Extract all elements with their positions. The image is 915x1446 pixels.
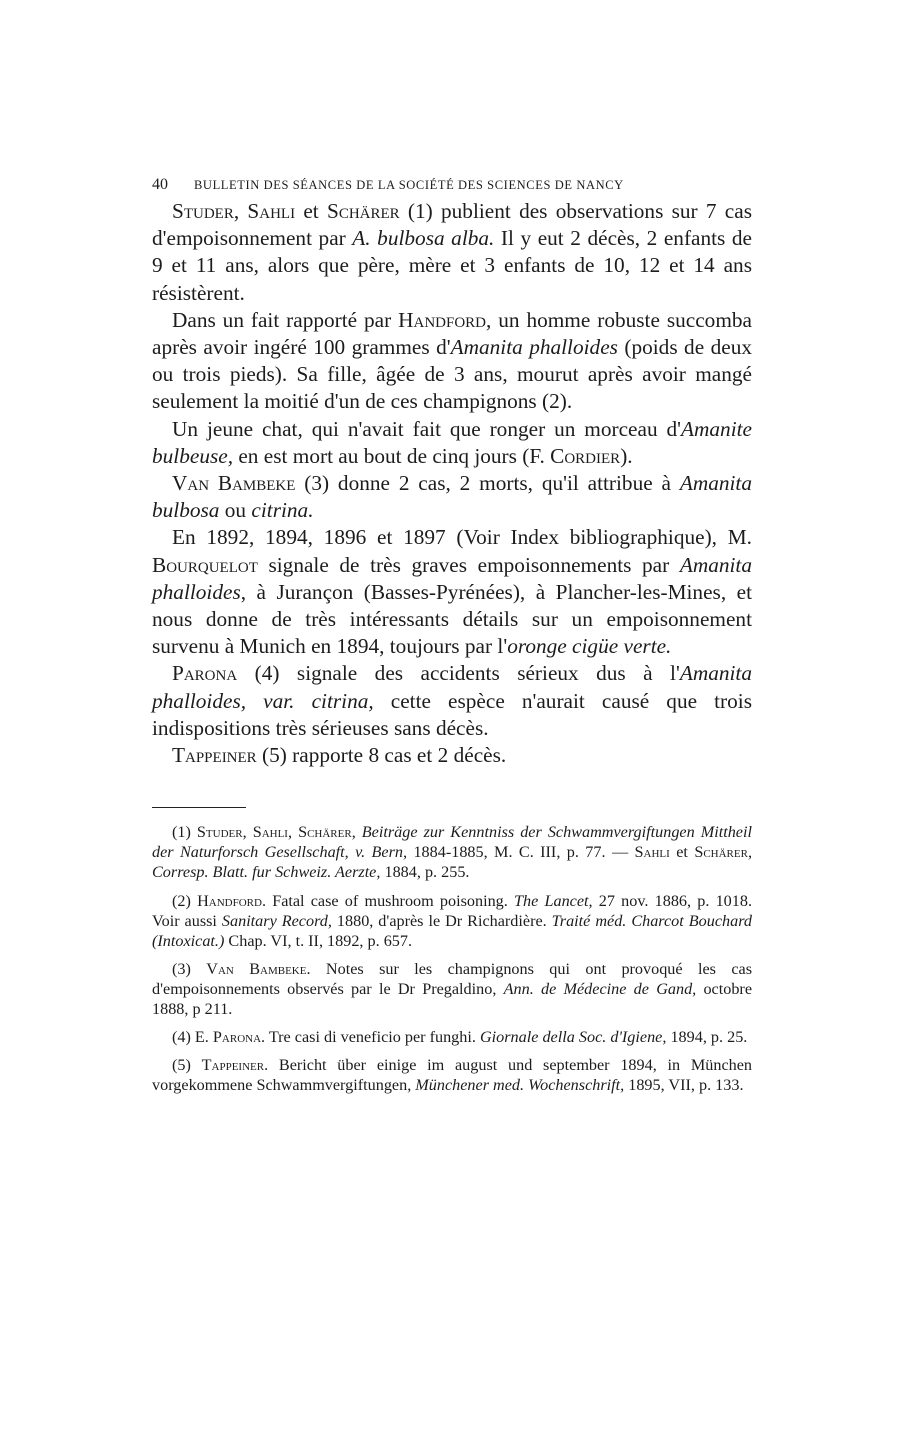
text-run: 1884-1885, M. C. III, p. 77. — bbox=[407, 843, 635, 862]
text-run: Dans un fait rapporté par bbox=[172, 307, 399, 332]
author-name: Studer bbox=[172, 199, 234, 223]
author-name: Schärer bbox=[694, 843, 748, 862]
italic-text: Amanita phalloides bbox=[450, 335, 618, 360]
italic-text: Münchener med. Wochenschrift, bbox=[415, 1076, 625, 1095]
text-run: Un jeune chat, qui n'avait fait que ronger un morceau d' bbox=[172, 416, 682, 441]
page-number: 40 bbox=[152, 176, 168, 193]
italic-text: Ann. de Médecine de Gand, bbox=[503, 979, 697, 998]
text-run: et bbox=[669, 843, 695, 862]
text-run: . Bericht über einige im august und september 1894, in München vorgekommene Schwammvergiftungen, bbox=[152, 1056, 753, 1095]
text-run: signale de très graves empoisonnements par bbox=[257, 552, 680, 577]
italic-text: A. bulbosa alba. bbox=[352, 226, 495, 251]
author-name: Handford bbox=[398, 307, 487, 332]
text-run: ou bbox=[219, 498, 252, 523]
body-paragraph bbox=[152, 416, 752, 470]
footnote bbox=[152, 1055, 752, 1095]
text-run: en est mort au bout de cinq jours (F. bbox=[233, 443, 551, 468]
body-text bbox=[152, 198, 752, 769]
text-run: . Notes sur les champignons qui ont provoqué les cas d'empoisonnements observés par le Dr Pregaldino, bbox=[152, 959, 753, 998]
text-run: , bbox=[242, 823, 253, 842]
italic-text: Giornale della Soc. d'Igiene, bbox=[479, 1028, 667, 1047]
italic-text: Sanitary Record, bbox=[221, 911, 332, 930]
author-name: Sahli bbox=[252, 823, 288, 842]
italic-text: Amanita phalloides, var. citrina, bbox=[152, 661, 752, 713]
italic-text: citrina. bbox=[251, 498, 314, 523]
page bbox=[152, 176, 752, 1103]
text-run: En 1892, 1894, 1896 et 1897 (Voir Index bibliographique), M. bbox=[172, 525, 752, 550]
text-run: Il y eut 2 décès, 2 enfants de 9 et 11 ans, alors que père, mère et 3 enfants de 10, 12 et 14 ans résistèrent. bbox=[152, 226, 752, 305]
author-name: Schärer bbox=[298, 823, 352, 842]
text-run: 1894, p. 25. bbox=[666, 1028, 748, 1047]
text-run: , bbox=[233, 199, 248, 223]
text-run: . Fatal case of mushroom poisoning. bbox=[261, 891, 515, 910]
text-run: (poids de deux ou trois pieds). Sa fille, âgée de 3 ans, mourut après avoir mangé seulement la moitié d'un de ces champignons (2). bbox=[152, 335, 752, 414]
footnotes bbox=[152, 822, 752, 1095]
author-name: Sahli bbox=[634, 843, 670, 862]
text-run: 1884, p. 255. bbox=[380, 863, 470, 882]
italic-text: Amanita bulbosa bbox=[152, 471, 752, 523]
text-run: (3) bbox=[172, 959, 207, 978]
italic-text: The Lancet, bbox=[514, 891, 593, 910]
author-name: Tappeiner bbox=[201, 1056, 265, 1075]
author-name: Schärer bbox=[326, 199, 400, 223]
footnote bbox=[152, 1027, 752, 1047]
italic-text: Corresp. Blatt. fur Schweiz. Aerzte, bbox=[152, 863, 381, 882]
text-run: , bbox=[287, 823, 299, 842]
body-paragraph bbox=[152, 470, 752, 524]
author-name: Parona bbox=[212, 1028, 262, 1047]
text-run: . Tre casi di veneficio per funghi. bbox=[261, 1028, 480, 1047]
italic-text: oronge cigüe verte. bbox=[507, 634, 672, 659]
footnote bbox=[152, 959, 752, 1019]
text-run: , à Jurançon (Basses-Pyrénées), à Plancher-les-Mines, et nous donne de très intéressants détails sur un empoisonnement survenu à Munich en 1894, toujours par l' bbox=[152, 579, 752, 659]
author-name: Tappeiner bbox=[172, 743, 257, 768]
footnote bbox=[152, 822, 752, 882]
author-name: Van Bambeke bbox=[206, 959, 307, 978]
author-name: Cordier bbox=[550, 443, 621, 468]
italic-text: Traité méd. Charcot Bouchard (Intoxicat.) bbox=[152, 911, 752, 950]
author-name: Parona bbox=[172, 661, 238, 686]
text-run: (5) bbox=[172, 1056, 202, 1075]
author-name: Sahli bbox=[247, 199, 296, 223]
text-run: ). bbox=[620, 443, 633, 468]
text-run: , bbox=[351, 823, 362, 842]
text-run: (4) E. bbox=[172, 1028, 213, 1047]
italic-text: Amanita phalloides bbox=[152, 552, 752, 604]
footnote bbox=[152, 891, 752, 951]
author-name: Bourquelot bbox=[152, 552, 258, 577]
text-run: , bbox=[747, 843, 752, 862]
body-paragraph bbox=[152, 524, 752, 660]
text-run: 27 nov. 1886, p. 1018. Voir aussi bbox=[152, 891, 753, 930]
text-run: 1895, VII, p. 133. bbox=[624, 1076, 744, 1095]
footnote-separator bbox=[152, 807, 246, 808]
text-run: 1880, d'après le Dr Richardière. bbox=[331, 911, 552, 930]
text-run: , un homme robuste succomba après avoir ingéré 100 grammes d' bbox=[152, 307, 752, 360]
running-header bbox=[152, 176, 752, 194]
text-run: (2) bbox=[172, 891, 198, 910]
text-run: (3) donne 2 cas, 2 morts, qu'il attribue à bbox=[295, 471, 680, 496]
body-paragraph bbox=[152, 742, 752, 769]
italic-text: Amanite bulbeuse, bbox=[152, 416, 752, 468]
text-run: et bbox=[295, 199, 327, 223]
author-name: Studer bbox=[196, 823, 243, 842]
text-run: (5) rapporte 8 cas et 2 décès. bbox=[256, 743, 507, 768]
text-run: octobre 1888, p 211. bbox=[152, 979, 753, 1019]
body-paragraph bbox=[152, 660, 752, 742]
italic-text: Beiträge zur Kenntniss der Schwammvergiftungen Mittheil der Naturforsch Gesellschaft, v. Bern, bbox=[152, 823, 752, 862]
text-run: (4) signale des accidents sérieux dus à l' bbox=[237, 661, 680, 686]
text-run: (1) publient des observations sur 7 cas d'empoisonnement par bbox=[152, 199, 752, 251]
text-run: cette espèce n'aurait causé que trois indispositions très sérieuses sans décès. bbox=[152, 688, 752, 740]
running-title: BULLETIN DES SÉANCES DE LA SOCIÉTÉ DES SCIENCES DE NANCY bbox=[194, 178, 624, 192]
text-run: Chap. VI, t. II, 1892, p. 657. bbox=[224, 931, 413, 950]
body-paragraph bbox=[152, 307, 752, 416]
body-paragraph bbox=[152, 198, 752, 307]
author-name: Van Bambeke bbox=[172, 471, 296, 496]
text-run: (1) bbox=[172, 823, 197, 842]
author-name: Handford bbox=[197, 891, 262, 910]
